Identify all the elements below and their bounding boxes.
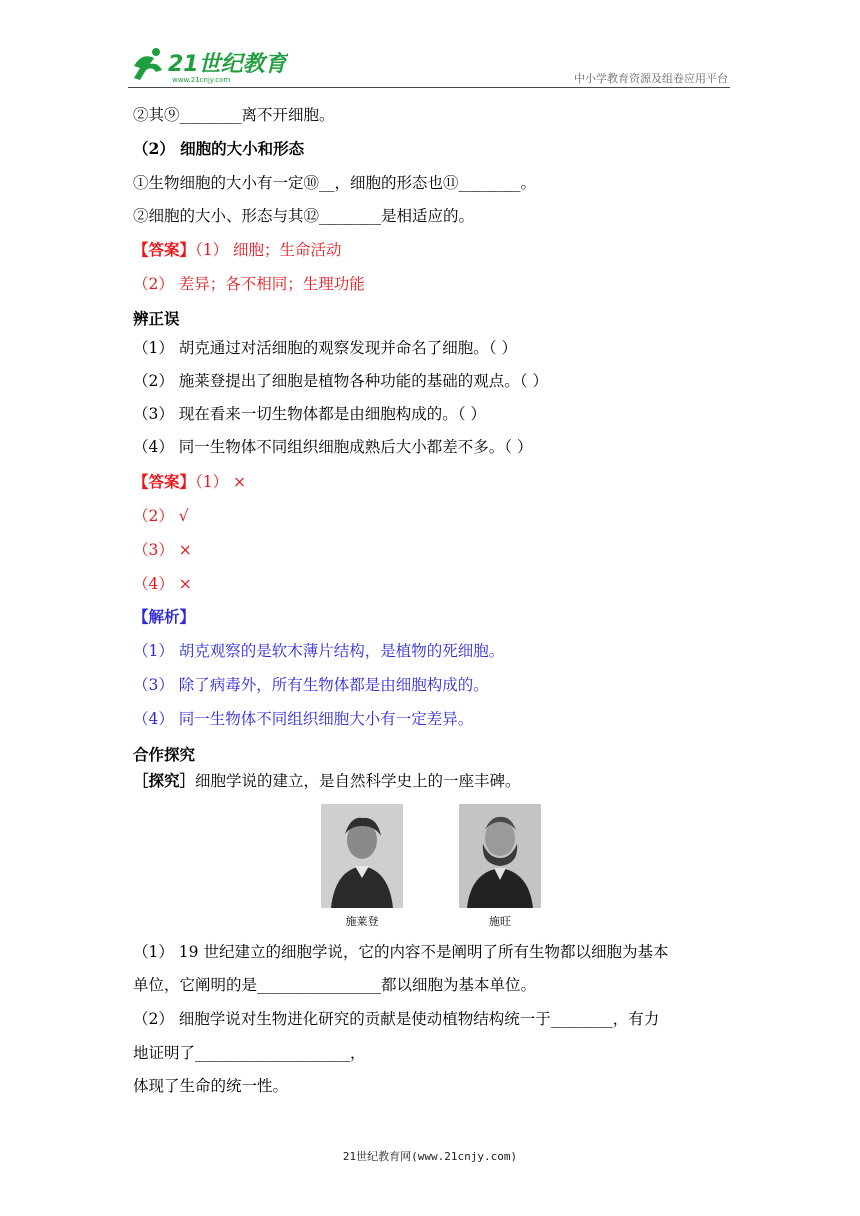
explore-q2-line3: 体现了生命的统一性。 xyxy=(133,1077,289,1095)
answer-block-1 xyxy=(133,239,342,261)
explore-q1-line2: 单位，它阐明的是________________都以细胞为基本单位。 xyxy=(133,976,537,994)
portrait-schleiden xyxy=(321,804,403,908)
subtitle-text: （2） 细胞的大小和形态 xyxy=(133,139,305,158)
fill-line-12: ②细胞的大小、形态与其⑫________是相适应的。 xyxy=(133,207,475,225)
answer-b4: （4） × xyxy=(133,575,192,593)
caption-schleiden: 施莱登 xyxy=(345,915,379,928)
analysis-tag: 【解析】 xyxy=(133,607,196,626)
page-footer: 21世纪教育网(www.21cnjy.com) xyxy=(342,1150,518,1163)
answer-tag: 【答案】 xyxy=(133,472,196,491)
analysis-1: （1） 胡克观察的是软木薄片结构，是植物的死细胞。 xyxy=(133,642,505,660)
analysis-4: （4） 同一生物体不同组织细胞大小有一定差异。 xyxy=(133,710,474,728)
logo-21cnjy xyxy=(128,44,288,84)
portrait-schwann xyxy=(459,804,541,908)
caption-schwann: 施旺 xyxy=(489,915,511,928)
logo-text: 21世纪教育 xyxy=(168,52,287,77)
explore-text: 细胞学说的建立，是自然科学史上的一座丰碑。 xyxy=(195,772,521,790)
answer-line-2: （2） 差异；各不相同；生理功能 xyxy=(133,275,365,293)
fill-line-9: ②其⑨________离不开细胞。 xyxy=(133,106,335,124)
explore-q2-line2: 地证明了____________________， xyxy=(133,1044,366,1062)
answer-text: （1） 细胞；生命活动 xyxy=(195,241,342,259)
question-4: （4） 同一生物体不同组织细胞成熟后大小都差不多。（ ） xyxy=(133,438,533,456)
site-tagline: 中小学教育资源及组卷应用平台 xyxy=(574,72,728,85)
answer-block-2 xyxy=(133,471,246,493)
question-3: （3） 现在看来一切生物体都是由细胞构成的。（ ） xyxy=(133,405,486,423)
question-1: （1） 胡克通过对活细胞的观察发现并命名了细胞。（ ） xyxy=(133,339,517,357)
answer-text: （1） × xyxy=(195,473,247,491)
explore-intro xyxy=(133,770,521,792)
answer-b3: （3） × xyxy=(133,541,192,559)
section-heading-hezuo: 合作探究 xyxy=(133,746,196,764)
header-divider xyxy=(128,87,730,88)
section-subtitle-size-shape xyxy=(133,138,304,160)
question-2: （2） 施莱登提出了细胞是植物各种功能的基础的观点。（ ） xyxy=(133,372,548,390)
fill-line-10-11: ①生物细胞的大小有一定⑩__，细胞的形态也⑪________。 xyxy=(133,174,537,192)
analysis-3: （3） 除了病毒外，所有生物体都是由细胞构成的。 xyxy=(133,676,489,694)
answer-tag: 【答案】 xyxy=(133,240,196,259)
page-header xyxy=(128,40,730,90)
answer-b2: （2） √ xyxy=(133,507,189,525)
explore-tag: ［探究］ xyxy=(133,771,196,790)
explore-q2-line1: （2） 细胞学说对生物进化研究的贡献是使动植物结构统一于________，有力 xyxy=(133,1010,660,1028)
explore-q1-line1: （1） 19 世纪建立的细胞学说，它的内容不是阐明了所有生物都以细胞为基本 xyxy=(133,943,669,961)
section-heading-bianzheng: 辨正误 xyxy=(133,310,180,328)
logo-url: www.21cnjy.com xyxy=(172,76,231,84)
